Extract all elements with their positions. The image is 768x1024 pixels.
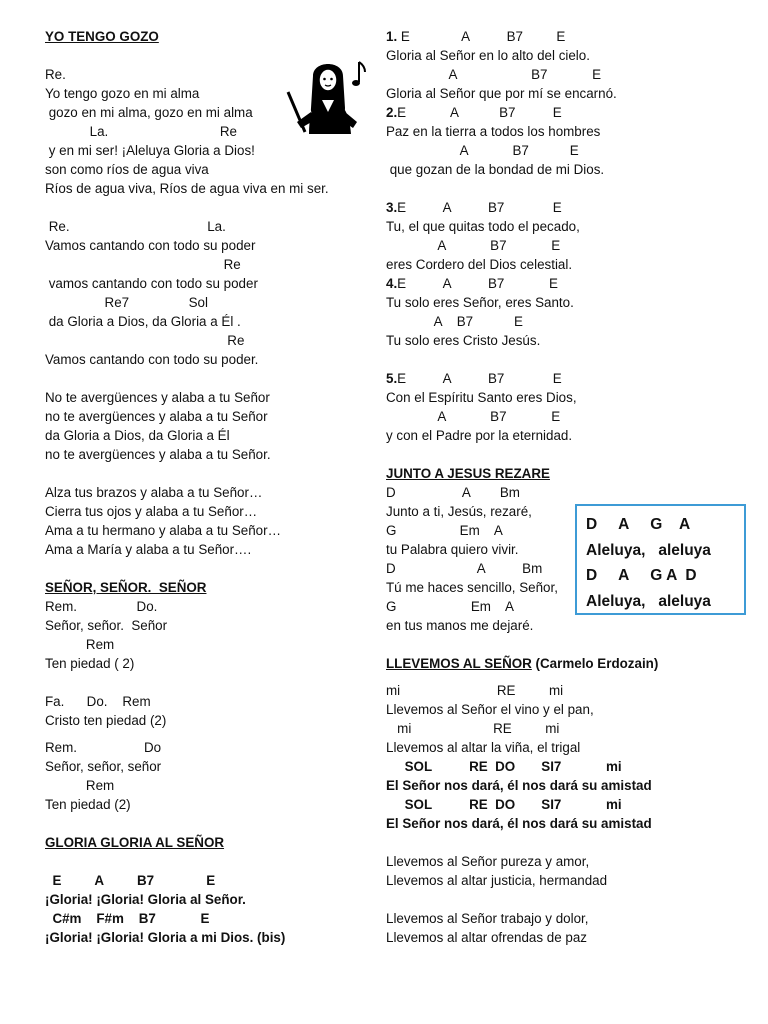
lyric-line: Llevemos al altar justicia, hermandad	[386, 873, 608, 888]
bold-line: El Señor nos dará, él nos dará su amistad	[386, 816, 652, 831]
song-title	[386, 654, 766, 673]
bold-line: El Señor nos dará, él nos dará su amistad	[386, 778, 652, 793]
lyric-line: A B7 E	[386, 143, 579, 158]
lyric-line: Señor, señor, señor	[45, 759, 162, 774]
lyric-line: Llevemos al Señor pureza y amor,	[386, 854, 590, 869]
lyric-line: A B7 E	[386, 314, 523, 329]
left-column	[45, 27, 375, 947]
song-title-text: YO TENGO GOZO	[45, 29, 159, 44]
song-title	[386, 464, 766, 483]
aleluya-lyric-2: Aleluya, aleluya	[586, 592, 711, 610]
verse-number: 4.	[386, 276, 398, 291]
lyric-line: Vamos cantando con todo su poder.	[45, 352, 259, 367]
bold-line: SOL RE DO SI7 mi	[386, 759, 622, 774]
lyric-line: Ten piedad ( 2)	[45, 656, 135, 671]
verse-number: 3.	[386, 200, 398, 215]
lyric-line: A B7 E	[386, 238, 561, 253]
lyric-line: Yo tengo gozo en mi alma	[45, 86, 200, 101]
lyric-line: Gloria al Señor en lo alto del cielo.	[386, 48, 590, 63]
lyric-line: son como ríos de agua viva	[45, 162, 209, 177]
lyric-line: Llevemos al altar la viña, el trigal	[386, 740, 581, 755]
song-title	[45, 578, 375, 597]
chord-text: E A B7 E	[397, 200, 562, 215]
lyric-line: Ten piedad (2)	[45, 797, 131, 812]
lyric-line: Señor, señor. Señor	[45, 618, 168, 633]
bold-line: E A B7 E	[45, 873, 216, 888]
lyric-line: gozo en mi alma, gozo en mi alma	[45, 105, 253, 120]
verse-number: 1.	[386, 29, 398, 44]
lyric-line: Re. La.	[45, 219, 226, 234]
lyric-line: no te avergüences y alaba a tu Señor.	[45, 447, 271, 462]
chord-text: E A B7 E	[397, 371, 562, 386]
lyric-line: Rem. Do	[45, 740, 162, 755]
aleluya-chord-box	[575, 504, 746, 615]
song-title-text: SEÑOR, SEÑOR. SEÑOR	[45, 580, 207, 595]
lyric-line: Rem. Do.	[45, 599, 158, 614]
lyric-line: Ama a María y alaba a tu Señor….	[45, 542, 252, 557]
lyric-line: Cierra tus ojos y alaba a tu Señor…	[45, 504, 258, 519]
lyric-line: en tus manos me dejaré.	[386, 618, 534, 633]
lyric-line: vamos cantando con todo su poder	[45, 276, 258, 291]
lyric-line: Paz en la tierra a todos los hombres	[386, 124, 601, 139]
lyric-line: Rem	[45, 778, 115, 793]
lyric-line: Tu solo eres Señor, eres Santo.	[386, 295, 574, 310]
lyric-line: da Gloria a Dios, da Gloria a Él	[45, 428, 230, 443]
lyric-line: Gloria al Señor que por mí se encarnó.	[386, 86, 617, 101]
lyric-line: que gozan de la bondad de mi Dios.	[386, 162, 605, 177]
blank-line	[386, 179, 766, 198]
aleluya-lyric-1: Aleluya, aleluya	[586, 541, 711, 559]
bold-line: ¡Gloria! ¡Gloria! Gloria a mi Dios. (bis)	[45, 930, 286, 945]
lyric-line: tu Palabra quiero vivir.	[386, 542, 519, 557]
lyric-line: Re	[45, 257, 241, 272]
blank-line	[45, 673, 375, 692]
chord-text: E A B7 E	[397, 29, 566, 44]
lyric-line: Tú me haces sencillo, Señor,	[386, 580, 558, 595]
lyric-line: Llevemos al altar ofrendas de paz	[386, 930, 587, 945]
lyric-line: Re	[45, 333, 245, 348]
lyric-line: A B7 E	[386, 67, 602, 82]
lyric-line: G Em A	[386, 523, 503, 538]
verse-chord-line	[386, 103, 766, 122]
blank-line	[386, 350, 766, 369]
lyric-line: No te avergüences y alaba a tu Señor	[45, 390, 270, 405]
lyric-line: Re.	[45, 67, 66, 82]
musician-with-baton-icon	[285, 56, 369, 136]
right-column	[386, 27, 766, 947]
lyric-line: no te avergüences y alaba a tu Señor	[45, 409, 268, 424]
lyric-line: mi RE mi	[386, 721, 560, 736]
blank-line	[45, 198, 375, 217]
song-title	[45, 833, 375, 852]
blank-line	[386, 445, 766, 464]
lyric-line: La. Re	[45, 124, 237, 139]
bold-line: C#m F#m B7 E	[45, 911, 210, 926]
verse-number: 2.	[386, 105, 398, 120]
blank-line	[45, 464, 375, 483]
lyric-line: Ríos de agua viva, Ríos de agua viva en mi ser.	[45, 181, 329, 196]
lyric-line: Llevemos al Señor trabajo y dolor,	[386, 911, 589, 926]
lyric-line: Cristo ten piedad (2)	[45, 713, 167, 728]
lyric-line: D A Bm	[386, 561, 543, 576]
song-title-text: GLORIA GLORIA AL SEÑOR	[45, 835, 225, 850]
spacer	[386, 673, 766, 681]
chord-text: E A B7 E	[397, 276, 558, 291]
lyric-line: Alza tus brazos y alaba a tu Señor…	[45, 485, 263, 500]
bold-line: SOL RE DO SI7 mi	[386, 797, 622, 812]
song-author: (Carmelo Erdozain)	[531, 656, 659, 671]
lyric-line: G Em A	[386, 599, 514, 614]
lyric-line: Tu, el que quitas todo el pecado,	[386, 219, 580, 234]
lyric-line: y en mi ser! ¡Aleluya Gloria a Dios!	[45, 143, 255, 158]
lyric-line: mi RE mi	[386, 683, 564, 698]
lyric-line: da Gloria a Dios, da Gloria a Él .	[45, 314, 241, 329]
verse-chord-line	[386, 274, 766, 293]
lyric-line: Junto a ti, Jesús, rezaré,	[386, 504, 532, 519]
lyric-line: y con el Padre por la eternidad.	[386, 428, 573, 443]
lyric-line: Fa. Do. Rem	[45, 694, 151, 709]
chord-text: E A B7 E	[397, 105, 562, 120]
blank-line	[386, 890, 766, 909]
lyric-line: Re7 Sol	[45, 295, 208, 310]
verse-chord-line	[386, 369, 766, 388]
blank-line	[45, 559, 375, 578]
lyric-line: Vamos cantando con todo su poder	[45, 238, 256, 253]
aleluya-chords-1: D A G A	[586, 516, 691, 533]
lyric-line: Rem	[45, 637, 115, 652]
song-title-text: JUNTO A JESUS REZARE	[386, 466, 550, 481]
lyric-line: D A Bm	[386, 485, 520, 500]
song-title	[45, 27, 375, 46]
lyric-line: Llevemos al Señor el vino y el pan,	[386, 702, 594, 717]
spacer	[45, 730, 375, 738]
verse-chord-line	[386, 27, 766, 46]
blank-line	[45, 814, 375, 833]
verse-number: 5.	[386, 371, 398, 386]
song-title-text: LLEVEMOS AL SEÑOR	[386, 656, 532, 671]
lyric-line: Con el Espíritu Santo eres Dios,	[386, 390, 577, 405]
lyric-line: A B7 E	[386, 409, 561, 424]
lyric-line: Ama a tu hermano y alaba a tu Señor…	[45, 523, 281, 538]
bold-line: ¡Gloria! ¡Gloria! Gloria al Señor.	[45, 892, 246, 907]
blank-line	[45, 852, 375, 871]
blank-line	[386, 635, 766, 654]
lyric-line: Tu solo eres Cristo Jesús.	[386, 333, 541, 348]
lyric-line: eres Cordero del Dios celestial.	[386, 257, 573, 272]
blank-line	[45, 369, 375, 388]
blank-line	[386, 833, 766, 852]
aleluya-chords-2: D A G A D	[586, 567, 697, 584]
verse-chord-line	[386, 198, 766, 217]
